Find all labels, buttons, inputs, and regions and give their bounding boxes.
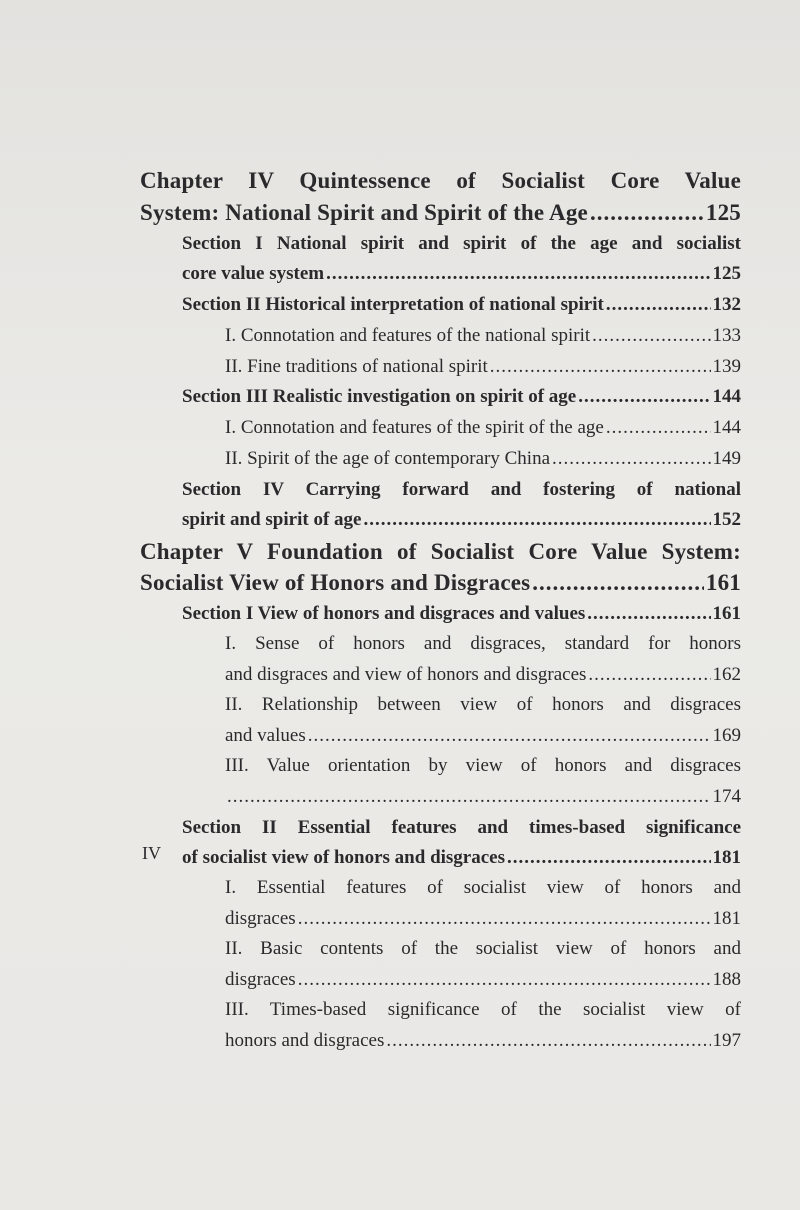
toc-section-5-2-line1: Section II Essential features and times-based significance — [182, 817, 741, 838]
toc-item-4-2-i-page: 133 — [712, 325, 741, 346]
leader-dots — [590, 200, 704, 226]
toc-chapter-4-line2-row — [140, 200, 741, 226]
leader-dots — [587, 603, 710, 625]
toc-item-5-1-iii-line2-row — [225, 786, 741, 808]
toc-item-4-3-ii-title: II. Spirit of the age of contemporary China — [225, 448, 551, 469]
toc-section-5-1-page: 161 — [712, 603, 741, 624]
toc-section-4-1-line2-row — [182, 263, 741, 285]
leader-dots — [298, 969, 711, 991]
toc-item-5-2-iii — [225, 999, 741, 1021]
toc-chapter-4 — [140, 168, 741, 194]
toc-item-5-1-ii-line1: II. Relationship between view of honors and disgraces — [225, 694, 741, 715]
leader-dots — [552, 448, 710, 470]
toc-section-5-2-line2: of socialist view of honors and disgraces — [182, 847, 505, 868]
toc-item-5-2-iii-line2-row — [225, 1030, 741, 1052]
leader-dots — [363, 509, 710, 531]
toc-item-5-2-i — [225, 877, 741, 899]
toc-section-5-2-page: 181 — [712, 847, 741, 868]
toc-item-4-2-i — [225, 325, 741, 347]
toc-chapter-4-page: 125 — [705, 200, 741, 225]
toc-item-5-1-i — [225, 633, 741, 655]
toc-item-5-1-i-line2: and disgraces and view of honors and disgraces — [225, 664, 587, 685]
toc-item-4-2-ii-page: 139 — [712, 356, 741, 377]
toc-item-5-1-i-page: 162 — [712, 664, 741, 685]
toc-section-4-1-line1: Section I National spirit and spirit of the age and socialist — [182, 233, 741, 254]
toc-item-5-1-ii — [225, 694, 741, 716]
leader-dots — [588, 664, 710, 686]
toc-section-4-1-line2: core value system — [182, 263, 325, 284]
toc-item-4-2-ii-title: II. Fine traditions of national spirit — [225, 356, 488, 377]
leader-dots — [298, 908, 711, 930]
leader-dots — [578, 386, 710, 408]
toc-item-4-3-ii-page: 149 — [712, 448, 741, 469]
toc-item-5-2-ii — [225, 938, 741, 960]
toc-item-5-2-i-line2: disgraces — [225, 908, 296, 929]
toc-item-4-2-i-title: I. Connotation and features of the national spirit — [225, 325, 591, 346]
toc-section-5-1-title: Section I View of honors and disgraces and values — [182, 603, 586, 624]
toc-item-4-3-ii — [225, 448, 741, 470]
toc-item-5-1-iii-page: 174 — [712, 786, 741, 807]
toc-section-5-1 — [182, 603, 741, 625]
toc-section-5-2 — [182, 817, 741, 839]
toc-item-5-2-i-page: 181 — [712, 908, 741, 929]
toc-item-4-3-i — [225, 417, 741, 439]
toc-section-5-2-line2-row — [182, 847, 741, 869]
leader-dots — [606, 417, 711, 439]
toc-section-4-2-page: 132 — [712, 294, 741, 315]
leader-dots — [308, 725, 711, 747]
toc-item-5-1-i-line1: I. Sense of honors and disgraces, standard for honors — [225, 633, 741, 654]
toc-item-5-1-ii-page: 169 — [712, 725, 741, 746]
toc-item-5-2-iii-line2: honors and disgraces — [225, 1030, 385, 1051]
toc-item-5-1-i-line2-row — [225, 664, 741, 686]
leader-dots — [592, 325, 710, 347]
toc-section-4-3 — [182, 386, 741, 408]
toc-item-5-2-iii-line1: III. Times-based significance of the socialist view of — [225, 999, 741, 1020]
toc-section-4-2 — [182, 294, 741, 316]
toc-item-5-1-ii-line2: and values — [225, 725, 306, 746]
toc-item-5-1-iii — [225, 755, 741, 777]
leader-dots — [386, 1030, 710, 1052]
toc-item-5-2-ii-page: 188 — [712, 969, 741, 990]
toc-item-5-1-ii-line2-row — [225, 725, 741, 747]
toc-section-4-4-line2: spirit and spirit of age — [182, 509, 362, 530]
toc-item-5-2-ii-line2: disgraces — [225, 969, 296, 990]
toc-item-5-2-iii-page: 197 — [712, 1030, 741, 1051]
toc-chapter-5-page: 161 — [705, 570, 741, 595]
leader-dots — [490, 356, 711, 378]
toc-section-4-2-title: Section II Historical interpretation of national spirit — [182, 294, 604, 315]
toc-item-5-1-iii-line1: III. Value orientation by view of honors and disgraces — [225, 755, 741, 776]
toc-chapter-4-line2: System: National Spirit and Spirit of the Age — [140, 200, 588, 225]
toc-item-5-2-i-line2-row — [225, 908, 741, 930]
toc-chapter-5-line2: Socialist View of Honors and Disgraces — [140, 570, 531, 595]
toc-item-5-2-ii-line2-row — [225, 969, 741, 991]
toc-chapter-5-line1: Chapter V Foundation of Socialist Core Value System: — [140, 539, 741, 564]
toc-section-4-4-page: 152 — [712, 509, 741, 530]
toc-chapter-5-line2-row — [140, 570, 741, 596]
toc-item-4-2-ii — [225, 356, 741, 378]
toc-section-4-4-line1: Section IV Carrying forward and fostering of national — [182, 479, 741, 500]
toc-section-4-1-page: 125 — [712, 263, 741, 284]
leader-dots — [227, 786, 711, 808]
toc-section-4-4-line2-row — [182, 509, 741, 531]
toc-chapter-4-line1: Chapter IV Quintessence of Socialist Core Value — [140, 168, 741, 193]
toc-item-5-2-ii-line1: II. Basic contents of the socialist view of honors and — [225, 938, 741, 959]
leader-dots — [507, 847, 711, 869]
toc-section-4-3-title: Section III Realistic investigation on spirit of age — [182, 386, 577, 407]
toc-section-4-3-page: 144 — [712, 386, 741, 407]
leader-dots — [326, 263, 710, 285]
toc-section-4-4 — [182, 479, 741, 501]
toc-chapter-5 — [140, 539, 741, 565]
toc-item-4-3-i-title: I. Connotation and features of the spirit of the age — [225, 417, 604, 438]
page-folio: IV — [142, 843, 161, 863]
toc-item-5-2-i-line1: I. Essential features of socialist view of honors and — [225, 877, 741, 898]
toc-item-4-3-i-page: 144 — [712, 417, 741, 438]
leader-dots — [532, 570, 704, 596]
leader-dots — [606, 294, 711, 316]
toc-section-4-1 — [182, 233, 741, 255]
